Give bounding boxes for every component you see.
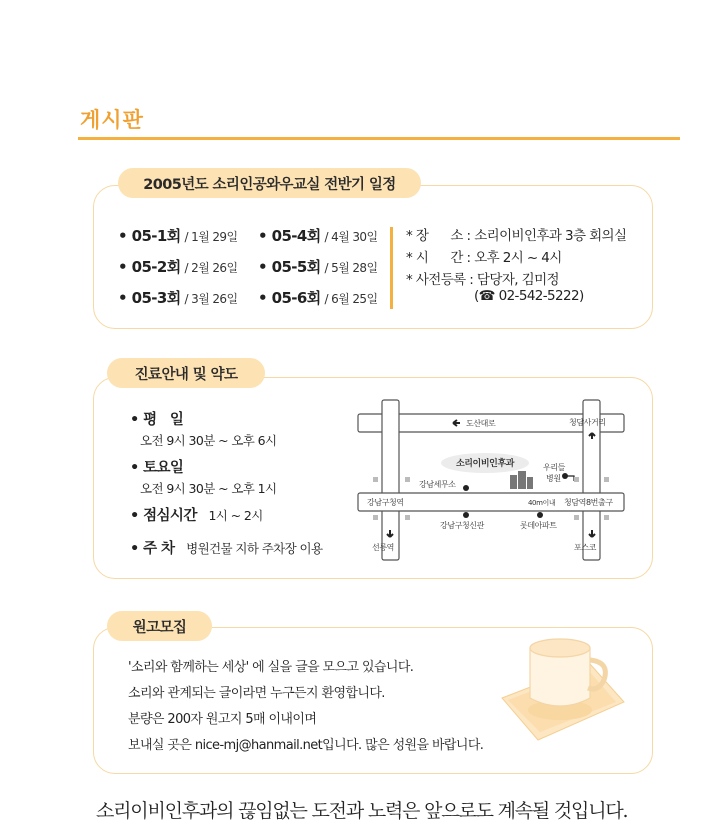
session-3 <box>118 287 237 308</box>
session-date: / 5월 28일 <box>324 261 378 275</box>
label-seolleung: 선릉역 <box>372 543 394 552</box>
schedule-divider <box>390 227 393 309</box>
label-our-hospital-2: 병원 <box>546 474 561 483</box>
lunch <box>130 504 263 525</box>
label-gangnam-office: 강남구청신관 <box>440 521 484 530</box>
label-our-hospital-1: 우리들 <box>543 463 565 472</box>
footer-slogan: 소리이비인후과의 끊임없는 도전과 노력은 앞으로도 계속될 것입니다. <box>96 800 628 822</box>
clinic-title: 진료안내 및 약도 <box>107 358 265 388</box>
contrib-line-3: 분량은 200자 원고지 5매 이내이며 <box>128 712 317 727</box>
contrib-line-2: 소리와 관계되는 글이라면 누구든지 환영합니다. <box>128 686 385 701</box>
parking-label: • 주 차 <box>130 541 175 557</box>
session-4 <box>258 225 377 246</box>
label-gangnam-office-station: 강남구청역 <box>367 498 404 507</box>
session-date: / 4월 30일 <box>324 230 378 244</box>
label-cheongdam-junction: 청담사거리 <box>569 418 606 427</box>
marker-dot <box>463 485 469 491</box>
contrib-title: 원고모집 <box>107 611 212 641</box>
parking <box>130 537 322 558</box>
session-date: / 2월 26일 <box>184 261 238 275</box>
schedule-phone: (☎ 02-542-5222) <box>474 288 584 304</box>
session-label: • 05-1회 <box>118 227 181 245</box>
session-date: / 6월 25일 <box>324 292 378 306</box>
session-label: • 05-5회 <box>258 258 321 276</box>
session-date: / 3월 26일 <box>184 292 238 306</box>
building-icon <box>510 471 533 489</box>
session-1 <box>118 225 237 246</box>
weekday <box>130 408 276 449</box>
saturday <box>130 456 276 497</box>
lunch-hours: 1시 ~ 2시 <box>208 508 263 523</box>
saturday-label: • 토요일 <box>130 460 184 476</box>
session-label: • 05-2회 <box>118 258 181 276</box>
page-heading: 게시판 <box>80 108 144 132</box>
session-date: / 1월 29일 <box>184 230 238 244</box>
parking-text: 병원건물 지하 주차장 이용 <box>186 541 323 556</box>
schedule-place: * 장 소 : 소리이비인후과 3층 회의실 <box>406 228 627 244</box>
label-gangnam-tax: 강남세무소 <box>419 480 456 489</box>
marker-dot <box>537 512 543 518</box>
label-cheongdam-exit: 청담역8번출구 <box>564 498 613 507</box>
weekday-hours: 오전 9시 30분 ~ 오후 6시 <box>140 433 277 448</box>
session-2 <box>118 256 237 277</box>
saturday-hours: 오전 9시 30분 ~ 오후 1시 <box>140 481 277 496</box>
heading-rule <box>78 137 680 140</box>
schedule-register: * 사전등록 : 담당자, 김미정 <box>406 272 559 288</box>
label-within-40m: 40m이내 <box>528 499 556 507</box>
location-map <box>356 397 628 562</box>
schedule-title: 2005년도 소리인공와우교실 전반기 일정 <box>118 168 421 198</box>
label-lotte-apt: 롯데아파트 <box>520 521 557 530</box>
session-6 <box>258 287 377 308</box>
lunch-label: • 점심시간 <box>130 508 197 524</box>
weekday-label: • 평 일 <box>130 412 184 428</box>
label-posco: 포스코 <box>574 543 596 552</box>
contrib-line-4: 보내실 곳은 nice-mj@hanmail.net입니다. 많은 성원을 바랍니다. <box>128 738 484 753</box>
coffee-cup-illustration <box>498 628 628 746</box>
session-5 <box>258 256 377 277</box>
marker-dot <box>463 512 469 518</box>
session-label: • 05-3회 <box>118 289 181 307</box>
session-label: • 05-4회 <box>258 227 321 245</box>
label-clinic: 소리이비인후과 <box>455 459 515 469</box>
contrib-line-1: '소리와 함께하는 세상' 에 실을 글을 모으고 있습니다. <box>128 660 414 675</box>
schedule-time: * 시 간 : 오후 2시 ~ 4시 <box>406 250 562 266</box>
session-label: • 05-6회 <box>258 289 321 307</box>
label-dosan: 도산대로 <box>466 419 496 428</box>
